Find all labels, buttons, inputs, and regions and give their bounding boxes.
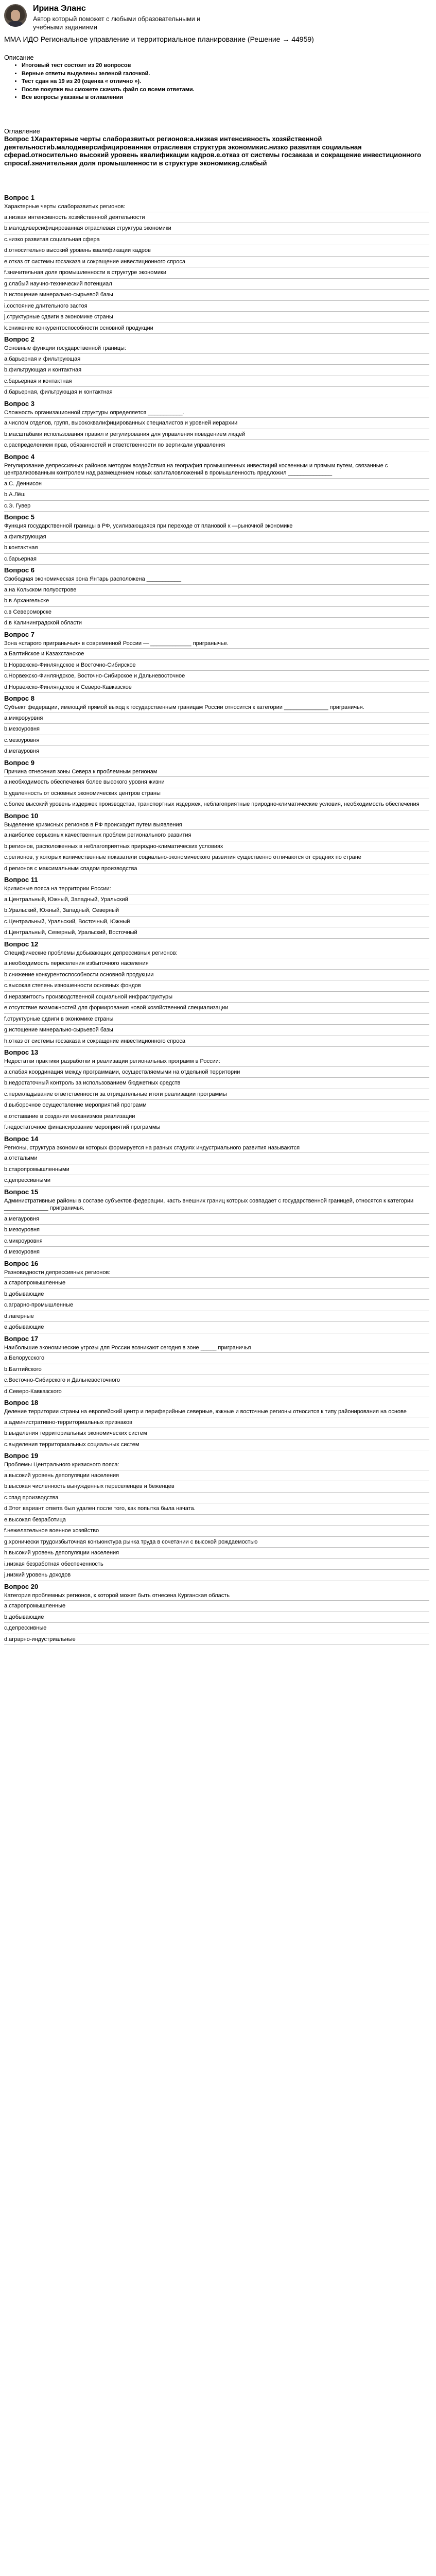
question-block	[4, 875, 429, 939]
answer-option: c.аграрно-промышленные	[4, 1299, 429, 1311]
answer-option: a.наиболее серьезных качественных проблем регионального развития	[4, 829, 429, 841]
answer-option: f.структурные сдвиги в экономике страны	[4, 1013, 429, 1025]
answer-option: b.малодиверсифицированная отраслевая структура экономики	[4, 223, 429, 234]
question-block	[4, 758, 429, 810]
answer-option: h.отказ от системы госзаказа и сокращение инвестиционного спроса	[4, 1036, 429, 1047]
answer-option: a.старопромышленные	[4, 1600, 429, 1612]
answer-option: d.мезоуровня	[4, 1246, 429, 1258]
answer-option: d.в Калининградской области	[4, 617, 429, 629]
question-block	[4, 940, 429, 1047]
answer-option: c.барьерная	[4, 553, 429, 565]
description-item: • Верные ответы выделены зеленой галочкой.	[22, 70, 423, 78]
question-text: Специфические проблемы добывающих депрессивных регионов:	[4, 950, 178, 956]
answer-option: c.депрессивными	[4, 1175, 429, 1187]
answer-option: c.в Североморске	[4, 606, 429, 618]
author-name[interactable]: Ирина Эланс	[33, 4, 86, 13]
answer-option: b.снижение конкурентоспособности основной продукции	[4, 969, 429, 980]
answer-option: a.на Кольском полуострове	[4, 584, 429, 596]
question-block	[4, 630, 429, 693]
question-block	[4, 1134, 429, 1187]
question-title: Вопрос 5	[4, 513, 34, 521]
answer-option: e.отсутствие возможностей для формирования новой хозяйственной специализации	[4, 1002, 429, 1013]
answer-option: b.выделения территориальных экономических систем	[4, 1428, 429, 1439]
answer-option: c.мезоуровня	[4, 735, 429, 746]
answer-option: b.недостаточный контроль за использованием бюджетных средств	[4, 1077, 429, 1089]
answer-option: c.Э. Гувер	[4, 500, 429, 512]
question-block	[4, 1048, 429, 1133]
question-title: Вопрос 9	[4, 758, 34, 767]
question-text: Причина отнесения зоны Севера к проблемным регионам	[4, 768, 158, 775]
description-item: • Тест сдан на 19 из 20 (оценка « отлично »).	[22, 78, 423, 86]
answer-option: b.в Архангельске	[4, 595, 429, 606]
answer-option: d.мегауровня	[4, 745, 429, 757]
answer-option: a.низкая интенсивность хозяйственной деятельности	[4, 212, 429, 223]
question-title: Вопрос 2	[4, 335, 34, 343]
answer-option: d.лагерные	[4, 1311, 429, 1322]
answer-option: c.депрессивные	[4, 1622, 429, 1634]
answer-option: a.Белорусского	[4, 1352, 429, 1364]
question-title: Вопрос 20	[4, 1582, 39, 1590]
question-title: Вопрос 10	[4, 811, 39, 820]
question-text: Административные районы в составе субъектов федерации, часть внешних границ которых совпадает с государственной границей, относятся к категории ______________ приграничья.	[4, 1197, 414, 1211]
question-block	[4, 811, 429, 875]
question-block	[4, 1188, 429, 1258]
answer-option: a.старопромышленные	[4, 1277, 429, 1289]
answer-option: g.хронически трудоизбыточная конъюнктура рынка труда в сочетании с высокой рождаемостью	[4, 1536, 429, 1548]
answer-option: i.состояние длительного застоя	[4, 300, 429, 312]
question-block	[4, 1334, 429, 1398]
question-title: Вопрос 18	[4, 1399, 39, 1406]
answer-option: b.Уральский, Южный, Западный, Северный	[4, 905, 429, 916]
question-text: Разновидности депрессивных регионов:	[4, 1269, 111, 1276]
answer-option: d.Северо-Кавказского	[4, 1386, 429, 1398]
answer-option: j.низкий уровень доходов	[4, 1569, 429, 1581]
question-text: Деление территории страны на европейский центр и периферийные северные, южные и восточные регионы относится к типу районирования на основе	[4, 1409, 407, 1415]
answer-option: d.аграрно-индустриальные	[4, 1634, 429, 1646]
question-block	[4, 1451, 429, 1581]
answer-option: d.Этот вариант ответа был удален после того, как попытка была начата.	[4, 1503, 429, 1514]
question-title: Вопрос 8	[4, 694, 34, 702]
answer-option: e.высокая безработица	[4, 1514, 429, 1526]
answer-option: c.выделения территориальных социальных систем	[4, 1439, 429, 1451]
question-text: Зона «старого пригранычья» в современной России — _____________ пригранычье.	[4, 640, 229, 647]
answer-option: d.барьерная, фильтрующая и контактная	[4, 386, 429, 398]
answer-option: b.Балтийского	[4, 1364, 429, 1375]
answer-option: c.Восточно-Сибирского и Дальневосточного	[4, 1375, 429, 1386]
description-list	[4, 62, 423, 102]
answer-option: h.высокий уровень депопуляции населения	[4, 1547, 429, 1558]
question-text: Свободная экономическая зона Янтарь расположена ___________	[4, 576, 182, 582]
answer-option: a.необходимость переселения избыточного населения	[4, 958, 429, 969]
question-text: Недостатки практики разработки и реализации региональных программ в России:	[4, 1058, 220, 1064]
question-title: Вопрос 1	[4, 194, 34, 201]
answer-option: d.Норвежско-Финляндское и Северо-Кавказское	[4, 682, 429, 693]
answer-option: k.снижение конкурентоспособности основной продукции	[4, 323, 429, 334]
question-title: Вопрос 17	[4, 1334, 39, 1343]
answer-option: g.истощение минерально-сырьевой базы	[4, 1024, 429, 1036]
question-title: Вопрос 13	[4, 1048, 39, 1056]
answer-option: b.старопромышленными	[4, 1164, 429, 1175]
answer-option: b.добывающие	[4, 1612, 429, 1623]
answer-option: b.мезоуровня	[4, 723, 429, 735]
author-avatar	[4, 4, 27, 27]
answer-option: f.значительная доля промышленности в структуре экономики	[4, 267, 429, 278]
answer-option: j.структурные сдвиги в экономике страны	[4, 311, 429, 323]
answer-option: a.Балтийское и Казахстанское	[4, 648, 429, 659]
description-item: • После покупки вы сможете скачать файл со всеми ответами.	[22, 86, 423, 94]
answer-option: i.низкая безработная обеспеченность	[4, 1558, 429, 1570]
answer-option: d.выборочное осуществление мероприятий программ	[4, 1099, 429, 1111]
contents-heading: Оглавление	[4, 128, 40, 135]
answer-option: b.высокая численность вынужденных переселенцев и беженцев	[4, 1481, 429, 1492]
question-text: Характерные черты слаборазвитых регионов:	[4, 204, 126, 210]
question-title: Вопрос 16	[4, 1259, 39, 1267]
answer-option: f.недостаточное финансирование мероприятий программы	[4, 1122, 429, 1133]
answer-option: b.Норвежско-Финляндское и Восточно-Сибирское	[4, 659, 429, 671]
answer-option: b.удаленность от основных экономических центров страны	[4, 788, 429, 799]
question-text: Регулирование депрессивных районов методом воздействия на география промышленных инвестиций косвенным и прямым путем, связанные с централизованным контролем над размещением новых капиталовложений в промышленность предложил ______________	[4, 462, 388, 476]
answer-option: b.регионов, расположенных в неблагоприятных природно-климатических условиях	[4, 841, 429, 852]
answer-option: a.фильтрующая	[4, 531, 429, 543]
answer-option: c.регионов, у которых количественные показатели социально-экономического развития существенно отличаются от средних по стране	[4, 852, 429, 863]
answer-option: c.спад производства	[4, 1492, 429, 1503]
answer-option: a.необходимость обеспечения более высокого уровня жизни	[4, 776, 429, 788]
question-text: Наибольшие экономические угрозы для России возникают сегодня в зоне _____ приграничья	[4, 1344, 251, 1351]
answer-option: e.добывающие	[4, 1321, 429, 1333]
answer-option: a.микрорурвня	[4, 713, 429, 724]
answer-option: c.высокая степень изношенности основных фондов	[4, 980, 429, 991]
answer-option: b.мезоуровня	[4, 1224, 429, 1235]
question-block	[4, 566, 429, 629]
answer-option: a.барьерная и фильтрующая	[4, 353, 429, 365]
answer-option: a.высокий уровень депопуляции населения	[4, 1470, 429, 1481]
question-title: Вопрос 4	[4, 452, 34, 461]
question-title: Вопрос 6	[4, 566, 34, 574]
answer-option: h.истощение минерально-сырьевой базы	[4, 289, 429, 300]
question-block	[4, 694, 429, 757]
answer-option: a.слабая координация между программами, осуществляемыми на отдельной территории	[4, 1066, 429, 1078]
answer-option: f.нежелательное военное хозяйство	[4, 1525, 429, 1536]
description-heading: Описание	[4, 54, 34, 61]
question-block	[4, 335, 429, 398]
answer-option: c.барьерная и контактная	[4, 376, 429, 387]
answer-option: d.Центральный, Северный, Уральский, Восточный	[4, 927, 429, 939]
question-block	[4, 513, 429, 565]
question-block	[4, 452, 429, 512]
answer-option: c.Норвежско-Финляндское, Восточно-Сибирское и Дальневосточное	[4, 670, 429, 682]
answer-option: a.Центральный, Южный, Западный, Уральский	[4, 894, 429, 905]
answer-option: c.более высокий уровень издержек производства, транспортных издержек, неблагоприятные природно-климатические условия, необходимость обеспечения	[4, 799, 429, 810]
question-title: Вопрос 15	[4, 1188, 39, 1196]
question-text: Функция государственной границы в РФ, усиливающаяся при переходе от плановой к —рыночной экономике	[4, 523, 293, 529]
question-text: Субъект федерации, имеющий прямой выход к государственным границам России относится к категории ______________ приграничья.	[4, 704, 364, 710]
document-title: ММА ИДО Региональное управление и территориальное планирование (Решение → 44959)	[4, 35, 314, 43]
answer-option: e.отказ от системы госзаказа и сокращение инвестиционного спроса	[4, 256, 429, 267]
question-block	[4, 1398, 429, 1450]
question-block	[4, 399, 429, 451]
question-title: Вопрос 14	[4, 1134, 39, 1143]
answer-option: c.перекладывание ответственности за отрицательные итоги реализации программы	[4, 1089, 429, 1100]
answer-option: c.распределением прав, обязанностей и ответственности по вертикали управления	[4, 439, 429, 451]
answer-option: c.Центральный, Уральский, Восточный, Южный	[4, 916, 429, 927]
answer-option: e.отставание в создании механизмов реализации	[4, 1111, 429, 1122]
answer-option: b.контактная	[4, 542, 429, 553]
question-text: Проблемы Центрального кризисного пояса:	[4, 1462, 119, 1468]
answer-option: b.фильтрующая и контактная	[4, 364, 429, 376]
answer-option: d.регионов с максимальным спадом производства	[4, 863, 429, 875]
answer-option: a.числом отделов, групп, высококвалифицированных специалистов и уровней иерархии	[4, 417, 429, 429]
answer-option: d.неразвитость производственной социальной инфраструктуры	[4, 991, 429, 1003]
answer-option: a.административно-территориальных признаков	[4, 1417, 429, 1428]
answer-option: b.добывающие	[4, 1289, 429, 1300]
question-text: Кризисные пояса на территории России:	[4, 886, 111, 892]
question-block	[4, 1259, 429, 1333]
question-title: Вопрос 11	[4, 876, 38, 884]
question-text: Категория проблемных регионов, к которой может быть отнесена Курганская область	[4, 1592, 230, 1599]
question-title: Вопрос 19	[4, 1452, 39, 1460]
question-title: Вопрос 12	[4, 940, 39, 948]
answer-option: c.низко развитая социальная сфера	[4, 234, 429, 245]
answer-option: d.относительно высокий уровень квалификации кадров	[4, 245, 429, 256]
question-block	[4, 193, 429, 334]
question-text: Выделение кризисных регионов в РФ происходит путем выявления	[4, 821, 182, 828]
answer-option: g.слабый научно-технический потенциал	[4, 278, 429, 290]
contents-text: Вопрос 1Характерные черты слаборазвитых регионов:a.низкая интенсивность хозяйственной деятельностиb.малодиверсифицированная отраслевая структура экономикиc.низко развитая социальная сферad.относительно высокий уровень квалификации кадров.e.отказ от системы госзаказа и сокращение инвестиционного спросаf.значительная доля промышленности в структуре экономикиg.слабый	[4, 135, 422, 167]
author-description: Автор который поможет с любыми образовательными и учебными заданиями	[33, 15, 201, 31]
description-item: • Итоговый тест состоит из 20 вопросов	[22, 62, 423, 70]
description-item: • Все вопросы указаны в оглавлении	[22, 94, 423, 102]
answer-option: b.масштабами использования правил и регулирования для управления поведением людей	[4, 429, 429, 440]
answer-option: a.С. Деннисон	[4, 478, 429, 489]
answer-option: b.А.Лёш	[4, 489, 429, 500]
answer-option: c.микроуровня	[4, 1235, 429, 1247]
question-text: Регионы, структура экономики которых формируется на разных стадиях индустриального развития называются	[4, 1144, 300, 1151]
question-title: Вопрос 3	[4, 399, 34, 408]
question-block	[4, 1582, 429, 1646]
questions-list	[4, 193, 429, 1646]
answer-option: a.мегауровня	[4, 1213, 429, 1225]
question-title: Вопрос 7	[4, 630, 34, 638]
question-text: Сложность организационной структуры определяется ___________.	[4, 409, 184, 416]
answer-option: a.отсталыми	[4, 1153, 429, 1164]
question-text: Основные функции государственной границы:	[4, 345, 126, 351]
